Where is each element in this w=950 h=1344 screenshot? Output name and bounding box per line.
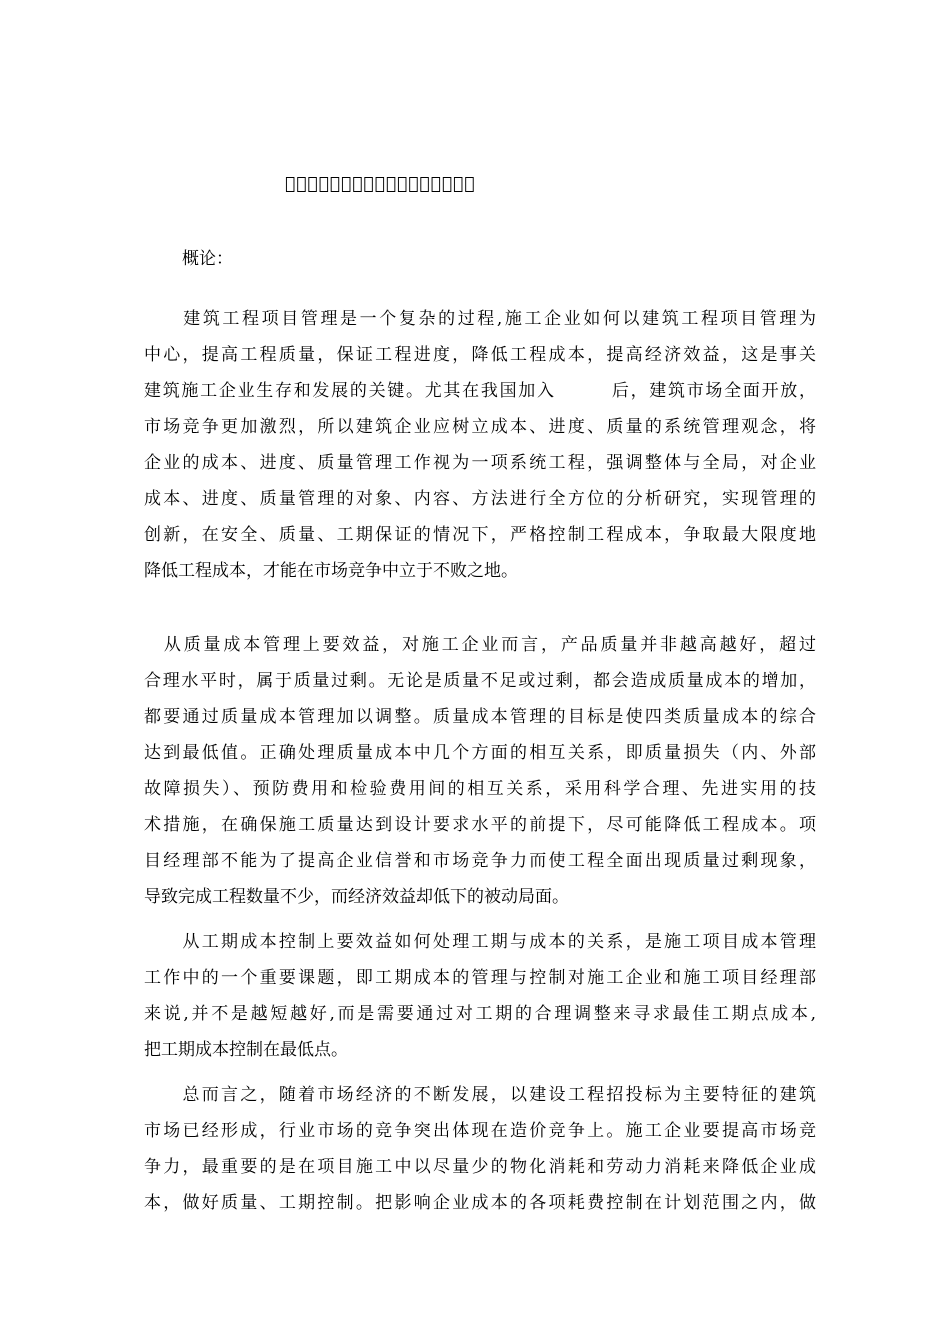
paragraph-line: 市场竞争更加激烈，所以建筑企业应树立成本、进度、质量的系统管理观念，将 bbox=[144, 417, 816, 437]
paragraph-line: 降低工程成本，才能在市场竞争中立于不败之地。 bbox=[144, 561, 518, 581]
paragraph-3 bbox=[144, 924, 816, 1068]
paragraph-line: 目经理部不能为了提高企业信誉和市场竞争力而使工程全面出现质量过剩现象， bbox=[144, 851, 816, 871]
paragraph-line: 合理水平时，属于质量过剩。无论是质量不足或过剩，都会造成质量成本的增加， bbox=[144, 671, 816, 691]
document-title:                   bbox=[285, 174, 476, 194]
paragraph-line: 术措施，在确保施工质量达到设计要求水平的前提下，尽可能降低工程成本。项 bbox=[144, 815, 816, 835]
paragraph-line: 导致完成工程数量不少，而经济效益却低下的被动局面。 bbox=[144, 887, 569, 907]
paragraph-line: 把工期成本控制在最低点。 bbox=[144, 1040, 348, 1060]
paragraph-line: 来说,并不是越短越好,而是需要通过对工期的合理调整来寻求最佳工期点成本, bbox=[144, 1004, 816, 1024]
paragraph-line: 成本、进度、质量管理的对象、内容、方法进行全方位的分析研究，实现管理的 bbox=[144, 489, 816, 509]
paragraph-line: 市场已经形成，行业市场的竞争突出体现在造价竞争上。施工企业要提高市场竞 bbox=[144, 1121, 816, 1141]
paragraph-2 bbox=[144, 627, 816, 915]
paragraph-line: 本，做好质量、工期控制。把影响企业成本的各项耗费控制在计划范围之内，做 bbox=[144, 1193, 816, 1213]
paragraph-line: 从工期成本控制上要效益如何处理工期与成本的关系，是施工项目成本管理 bbox=[144, 932, 816, 952]
paragraph-line: 达到最低值。正确处理质量成本中几个方面的相互关系，即质量损失（内、外部 bbox=[144, 743, 816, 763]
paragraph-line: 从质量成本管理上要效益，对施工企业而言，产品质量并非越高越好，超过 bbox=[144, 635, 816, 655]
paragraph-line: 企业的成本、进度、质量管理工作视为一项系统工程，强调整体与全局，对企业 bbox=[144, 453, 816, 473]
paragraph-line: 中心，提高工程质量，保证工程进度，降低工程成本，提高经济效益，这是事关 bbox=[144, 345, 816, 365]
paragraph-1 bbox=[144, 301, 816, 589]
intro-label: 概论： bbox=[182, 249, 233, 269]
paragraph-line: 争力，最重要的是在项目施工中以尽量少的物化消耗和劳动力消耗来降低企业成 bbox=[144, 1157, 816, 1177]
paragraph-line: 工作中的一个重要课题，即工期成本的管理与控制对施工企业和施工项目经理部 bbox=[144, 968, 816, 988]
paragraph-line: 建筑工程项目管理是一个复杂的过程,施工企业如何以建筑工程项目管理为 bbox=[144, 309, 816, 329]
paragraph-line: 故障损失）、预防费用和检验费用间的相互关系，采用科学合理、先进实用的技 bbox=[144, 779, 816, 799]
paragraph-line: 创新，在安全、质量、工期保证的情况下，严格控制工程成本，争取最大限度地 bbox=[144, 525, 816, 545]
paragraph-line: 总而言之，随着市场经济的不断发展，以建设工程招投标为主要特征的建筑 bbox=[144, 1085, 816, 1105]
paragraph-4 bbox=[144, 1077, 816, 1221]
paragraph-line: 都要通过质量成本管理加以调整。质量成本管理的目标是使四类质量成本的综合 bbox=[144, 707, 816, 727]
paragraph-line: 建筑施工企业生存和发展的关键。尤其在我国加入 后，建筑市场全面开放， bbox=[144, 381, 816, 401]
